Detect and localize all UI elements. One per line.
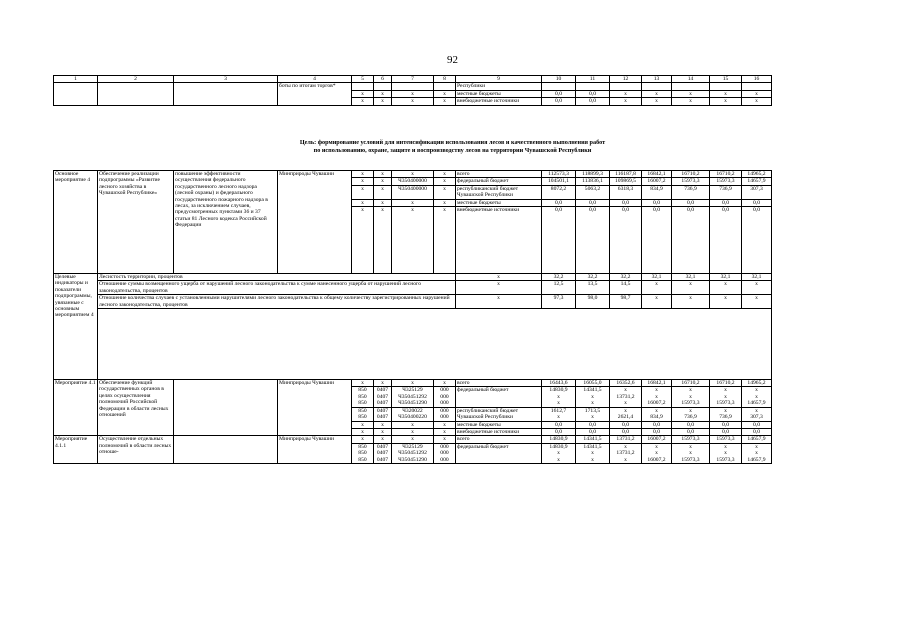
table-cell: 16352,6	[610, 380, 642, 387]
table-cell: х 834,9	[642, 407, 672, 421]
goal-line-1: Цель: формирование условий для интенсификации использования лесов и качественного выполнения работ	[299, 139, 606, 146]
table-cell: х 307,3	[742, 407, 772, 421]
indicators-title: Целевые индикаторы и показатели подпрограммы, увязанные с основным мероприятием 4	[54, 274, 98, 380]
table-cell: 1713,5 х	[576, 407, 610, 421]
table-cell: 14830,9 х х	[542, 387, 576, 407]
table-cell	[710, 83, 742, 90]
table-cell: 13731,2	[610, 436, 642, 443]
table-cell: 0,0	[742, 207, 772, 274]
table-cell: 16443,6	[542, 380, 576, 387]
indicator-value: х	[710, 295, 742, 309]
table-cell: х	[352, 421, 374, 428]
column-number: 6	[374, 76, 392, 83]
table-cell: х	[392, 199, 434, 206]
indicator-row	[54, 274, 772, 281]
performer-cell: боты по итогам торгов*	[278, 83, 352, 105]
indicator-value: 98,0	[576, 295, 610, 309]
table-cell	[542, 83, 576, 90]
table-cell: 8072,2	[542, 185, 576, 199]
table-cell: х	[374, 436, 392, 443]
table-cell: 0,0	[542, 421, 576, 428]
table-cell: 14657,9	[742, 436, 772, 443]
table-cell: х	[392, 171, 434, 178]
table-row	[54, 380, 772, 387]
table-cell: 0,0	[576, 428, 610, 435]
table-cell: х х 15973,3	[710, 443, 742, 463]
table-cell: 0,0	[672, 207, 710, 274]
table-cell: 14657,9	[742, 178, 772, 185]
funding-source: местные бюджеты	[456, 199, 542, 206]
table-cell: х	[434, 436, 456, 443]
indicator-value: х	[456, 281, 542, 295]
indicator-value: х	[672, 295, 710, 309]
table-cell: 6318,3	[610, 185, 642, 199]
table-cell: х	[642, 90, 672, 97]
performer-cell: Минприроды Чувашии	[278, 380, 352, 436]
event-title: Основное мероприятие 4	[54, 171, 98, 274]
table-cell: х	[642, 98, 672, 105]
table-cell: х х 16007,2	[642, 443, 672, 463]
table-cell: 16710,2	[672, 171, 710, 178]
table-cell: х	[374, 199, 392, 206]
table-cell: 0,0	[642, 199, 672, 206]
table-cell: х	[434, 380, 456, 387]
indicator-value: 32,1	[710, 274, 742, 281]
column-number: 11	[576, 76, 610, 83]
table-cell: 16842,1	[642, 171, 672, 178]
table-cell: х	[434, 207, 456, 274]
table-cell: 0,0	[742, 428, 772, 435]
table-cell: 0407 0407 0407	[374, 387, 392, 407]
table-cell: 850 850	[352, 407, 374, 421]
spacer-row	[54, 309, 772, 380]
funding-source: местные бюджеты	[456, 421, 542, 428]
table-cell: 0,0	[742, 421, 772, 428]
indicator-value: 32,1	[672, 274, 710, 281]
event-4-1-title: Мероприятие 4.1	[54, 380, 98, 436]
table-cell: х	[374, 380, 392, 387]
table-cell: 0,0	[642, 207, 672, 274]
table-cell: 0,0	[672, 199, 710, 206]
table-cell: 16007,2	[642, 178, 672, 185]
table-cell: 0,0	[576, 98, 610, 105]
table-cell	[352, 83, 374, 90]
table-cell: Ч350400000	[392, 178, 434, 185]
table-cell: 14965,2	[742, 380, 772, 387]
performer-cell: Минприроды Чувашии	[278, 436, 352, 464]
indicator-row	[54, 295, 772, 309]
column-number: 1	[54, 76, 98, 83]
table-cell: 14341,5	[576, 436, 610, 443]
table-cell	[174, 380, 278, 436]
table-cell: 736,9	[710, 185, 742, 199]
table-cell: 14965,2	[742, 171, 772, 178]
table-cell: х	[374, 178, 392, 185]
table-cell	[392, 83, 434, 90]
funding-source: всего	[456, 171, 542, 178]
table-cell: Ч325129 Ч350451292 Ч350451290	[392, 443, 434, 463]
table-cell: 15973,3	[710, 178, 742, 185]
funding-source: всего	[456, 436, 542, 443]
table-cell: 0,0	[610, 207, 642, 274]
table-cell: х	[392, 380, 434, 387]
table-cell: х х 14657,9	[742, 387, 772, 407]
table-cell: 0,0	[642, 421, 672, 428]
indicator-value: 32,1	[642, 274, 672, 281]
table-cell: 0,0	[610, 199, 642, 206]
column-number: 12	[610, 76, 642, 83]
funding-source: внебюджетные источники	[456, 98, 542, 105]
table-cell: х х 15973,3	[672, 387, 710, 407]
table-cell: х	[434, 421, 456, 428]
table-cell: 736,9	[672, 185, 710, 199]
column-number: 2	[98, 76, 174, 83]
table-cell: х	[434, 199, 456, 206]
column-number: 8	[434, 76, 456, 83]
table-cell: 0,0	[542, 90, 576, 97]
table-row	[54, 83, 772, 90]
table-cell: х	[710, 98, 742, 105]
table-cell: х	[672, 90, 710, 97]
funding-source: всего	[456, 380, 542, 387]
indicator-value: 12,5	[542, 281, 576, 295]
table-cell: х	[610, 90, 642, 97]
table-cell	[98, 83, 174, 105]
funding-source: местные бюджеты	[456, 90, 542, 97]
table-cell: х	[352, 380, 374, 387]
table-cell: 15973,3	[672, 436, 710, 443]
table-cell: 14341,5 х х	[576, 443, 610, 463]
column-number: 4	[278, 76, 352, 83]
indicator-value: 32,1	[742, 274, 772, 281]
indicator-value: 13,5	[576, 281, 610, 295]
table-cell: х	[352, 199, 374, 206]
table-cell: х	[352, 171, 374, 178]
table-cell: 5063,2	[576, 185, 610, 199]
table-cell: х	[374, 428, 392, 435]
table-cell: х 736,9	[672, 407, 710, 421]
column-number: 3	[174, 76, 278, 83]
indicator-value: х	[672, 281, 710, 295]
table-cell: х	[434, 90, 456, 97]
table-cell: 16842,1	[642, 380, 672, 387]
indicator-row	[54, 281, 772, 295]
table-cell: 15973,3	[710, 436, 742, 443]
table-cell	[374, 83, 392, 90]
table-cell: х	[392, 436, 434, 443]
table-cell: х х 14657,9	[742, 443, 772, 463]
table-cell: х х 15973,3	[672, 443, 710, 463]
event-goal: повышение эффективности осуществления федерального государственного лесного надзора (лесной охраны) и федерального государственного пожарного надзора в лесах, за исключением случаев, предусмотренных пунктами 36 и 37 статьи 81 Лесного кодекса Российской Федерации	[174, 171, 278, 274]
table-cell: 0,0	[642, 428, 672, 435]
table-cell: 0,0	[710, 207, 742, 274]
table-cell: х	[352, 428, 374, 435]
table-cell: х	[374, 185, 392, 199]
table-cell: х	[434, 428, 456, 435]
table-cell: 0,0	[542, 199, 576, 206]
table-cell: х	[392, 428, 434, 435]
column-number: 13	[642, 76, 672, 83]
table-cell: х х 16007,2	[642, 387, 672, 407]
indicator-value: х	[742, 295, 772, 309]
indicator-value: х	[456, 295, 542, 309]
table-cell: х	[392, 207, 434, 274]
table-cell: 16710,2	[672, 380, 710, 387]
table-cell: 16007,2	[642, 436, 672, 443]
column-number: 10	[542, 76, 576, 83]
table-cell	[174, 436, 278, 464]
funding-source: республиканский бюджет Чувашской Республики	[456, 407, 542, 421]
table-cell: 112573,3	[542, 171, 576, 178]
table-cell	[174, 83, 278, 105]
table-cell	[98, 309, 772, 380]
table-cell: 0,0	[542, 428, 576, 435]
table-cell: 14830,9 х х	[542, 443, 576, 463]
table-cell	[576, 83, 610, 90]
indicator-value: х	[456, 274, 542, 281]
table-cell: 14341,5 х х	[576, 387, 610, 407]
table-cell: х	[710, 90, 742, 97]
table-cell: х 13731,2 х	[610, 443, 642, 463]
table-row	[54, 436, 772, 443]
table-cell: Ч320022 Ч350400220	[392, 407, 434, 421]
table-cell: х	[392, 90, 434, 97]
table-cell: х	[434, 185, 456, 199]
table-cell	[610, 83, 642, 90]
table-cell: 0,0	[542, 207, 576, 274]
performer-cell: Минприроды Чувашии	[278, 171, 352, 274]
indicator-value: х	[710, 281, 742, 295]
funding-source: внебюджетные источники	[456, 207, 542, 274]
table-cell: х 2621,4	[610, 407, 642, 421]
table-top	[53, 75, 772, 106]
table-cell: х	[742, 98, 772, 105]
goal-heading	[40, 139, 865, 154]
table-cell: 0407 0407 0407	[374, 443, 392, 463]
table-cell	[642, 83, 672, 90]
table-cell: 0,0	[542, 98, 576, 105]
column-number: 14	[672, 76, 710, 83]
table-cell: 0,0	[576, 199, 610, 206]
table-cell: 307,3	[742, 185, 772, 199]
funding-source: федеральный бюджет	[456, 178, 542, 185]
table-cell: х	[742, 90, 772, 97]
indicator-value: 98,7	[610, 295, 642, 309]
indicator-name: Отношение количества случаев с установленными нарушителями лесного законодательства к общему количеству зарегистрированных нарушений лесного законодательства, процентов	[98, 295, 456, 309]
table-cell: х	[434, 178, 456, 185]
table-cell: х	[352, 98, 374, 105]
indicator-value: 14,5	[610, 281, 642, 295]
table-cell: х	[392, 98, 434, 105]
table-cell: х	[434, 171, 456, 178]
table-cell: 15973,3	[672, 178, 710, 185]
table-cell: 000 000 000	[434, 387, 456, 407]
table-cell: 0,0	[576, 207, 610, 274]
table-cell: х	[610, 98, 642, 105]
indicator-value: х	[742, 281, 772, 295]
table-cell: 1612,7 х	[542, 407, 576, 421]
table-cell: х	[374, 90, 392, 97]
funding-source: Республики	[456, 83, 542, 90]
indicator-value: 32,2	[610, 274, 642, 281]
table-cell: 0,0	[610, 421, 642, 428]
column-number: 7	[392, 76, 434, 83]
table-cell: х 736,9	[710, 407, 742, 421]
header-row	[54, 76, 772, 83]
table-cell: х	[374, 421, 392, 428]
table-cell: х 13731,2 х	[610, 387, 642, 407]
table-cell: х	[374, 171, 392, 178]
event-name: Обеспечение реализации подпрограммы «Развитие лесного хозяйства в Чувашской Республике»	[98, 171, 174, 274]
table-cell: 850 850 850	[352, 387, 374, 407]
column-number: 9	[456, 76, 542, 83]
table-cell: 16710,2	[710, 171, 742, 178]
table-row	[54, 171, 772, 178]
indicator-name: Отношение суммы возмещенного ущерба от нарушений лесного законодательства к сумме нанесенного ущерба от нарушений лесного законодательства, процентов	[98, 281, 456, 295]
indicator-name: Лесистость территории, процентов	[98, 274, 456, 281]
table-cell: х	[352, 436, 374, 443]
table-cell	[672, 83, 710, 90]
funding-source: республиканский бюджет Чувашской Республики	[456, 185, 542, 199]
table-cell: 0407 0407	[374, 407, 392, 421]
table-cell: 0,0	[672, 428, 710, 435]
column-number: 5	[352, 76, 374, 83]
table-cell: х х 15973,3	[710, 387, 742, 407]
table-cell: 113836,1	[576, 178, 610, 185]
table-cell	[54, 83, 98, 105]
table-cell: 0,0	[576, 421, 610, 428]
table-cell: х	[352, 178, 374, 185]
table-cell: 000 000	[434, 407, 456, 421]
table-cell: 000 000 000	[434, 443, 456, 463]
table-cell: Ч350400000	[392, 185, 434, 199]
table-cell: х	[392, 421, 434, 428]
table-cell: 0,0	[576, 90, 610, 97]
table-cell: 109869,5	[610, 178, 642, 185]
table-cell: 16710,2	[710, 380, 742, 387]
table-cell: 0,0	[610, 428, 642, 435]
event-4-1-1-title: Мероприятие 4.1.1	[54, 436, 98, 464]
table-cell: 0,0	[710, 199, 742, 206]
table-cell: х	[352, 207, 374, 274]
indicator-value: х	[642, 295, 672, 309]
page-number: 92	[447, 54, 458, 66]
funding-source: федеральный бюджет	[456, 387, 542, 407]
table-cell: 16055,0	[576, 380, 610, 387]
table-cell: х	[352, 185, 374, 199]
table-cell: 850 850 850	[352, 443, 374, 463]
table-cell	[742, 83, 772, 90]
column-number: 16	[742, 76, 772, 83]
indicator-value: 32,2	[542, 274, 576, 281]
indicator-value: 97,3	[542, 295, 576, 309]
table-cell: 0,0	[742, 199, 772, 206]
funding-source: внебюджетные источники	[456, 428, 542, 435]
table-cell: 0,0	[672, 421, 710, 428]
table-cell	[434, 83, 456, 90]
table-cell: х	[352, 90, 374, 97]
indicator-value: 32,2	[576, 274, 610, 281]
column-number: 15	[710, 76, 742, 83]
event-4-1-name: Обеспечение функций государственных органов в целях осуществления полномочий Российской Федерации в области лесных отношений	[98, 380, 174, 436]
funding-source: федеральный бюджет	[456, 443, 542, 463]
table-cell: х	[434, 98, 456, 105]
table-cell: 14830,9	[542, 436, 576, 443]
indicator-value: х	[642, 281, 672, 295]
table-main	[53, 170, 772, 464]
table-cell: х	[374, 207, 392, 274]
table-cell: 104501,1	[542, 178, 576, 185]
goal-line-2: по использованию, охране, защите и воспроизводству лесов на территории Чувашской Республики	[313, 146, 592, 154]
event-4-1-1-name: Осуществление отдельных полномочий в области лесных отноше-	[98, 436, 174, 464]
table-cell: Ч325129 Ч350451292 Ч350451290	[392, 387, 434, 407]
table-cell: х	[672, 98, 710, 105]
table-cell: 834,9	[642, 185, 672, 199]
table-cell: 0,0	[710, 421, 742, 428]
table-cell: х	[374, 98, 392, 105]
table-cell: 118899,3	[576, 171, 610, 178]
table-cell: 116187,8	[610, 171, 642, 178]
table-cell: 0,0	[710, 428, 742, 435]
